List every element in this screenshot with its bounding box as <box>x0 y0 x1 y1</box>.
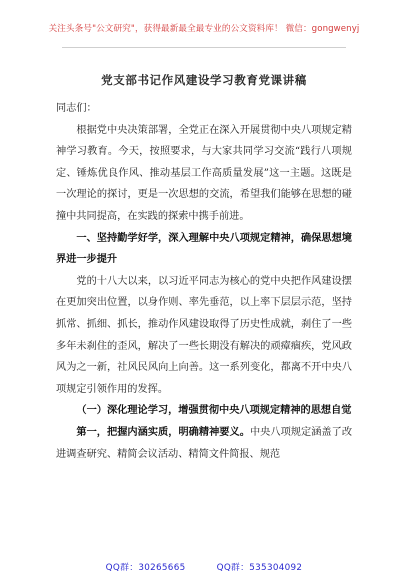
point-1-body: 中央八项规定涵盖了改进调查研究、精简会议活动、精简文件简报、规范 <box>56 426 353 460</box>
header-divider <box>62 47 346 48</box>
point-1-paragraph <box>56 422 352 465</box>
qq-group-1: QQ群：30265665 <box>105 563 186 573</box>
qq-group-2: QQ群：535304092 <box>216 563 303 573</box>
section-1-paragraph: 党的十八大以来，以习近平同志为核心的党中央把作风建设摆在更加突出位置，以身作则、率先垂范，以上率下层层示范，坚持抓常、抓细、抓长，推动作风建设取得了历史性成就，刹住了一些多年未刹住的歪风，解决了一些长期没有解决的顽瘴痼疾，党风政风为之一新，社风民风向上向善。这一系列变化，都离不开中央八项规定引领作用的发挥。 <box>56 275 352 395</box>
subsection-heading-1: （一）深化理论学习，增强贯彻中央八项规定精神的思想自觉 <box>76 404 352 417</box>
document-title: 党支部书记作风建设学习教育党课讲稿 <box>101 73 307 87</box>
salutation: 同志们： <box>56 103 97 114</box>
footer-contacts <box>0 560 408 573</box>
section-heading-1: 一、坚持勤学好学，深入理解中央八项规定精神，确保思想境界进一步提升 <box>56 231 352 266</box>
intro-paragraph: 根据党中央决策部署，全党正在深入开展贯彻中央八项规定精神学习教育。今天，按照要求，与大家共同学习交流“践行八项规定、锤炼优良作风、推动基层工作高质量发展”这一主题。这既是一次理论的探讨，更是一次思想的交流，希望我们能够在思想的碰撞中共同提高，在实践的探索中携手前进。 <box>56 124 352 222</box>
point-1-lead: 第一，把握内涵实质，明确精神要义。 <box>76 425 250 438</box>
header-notice: 关注头条号"公文研究"，获得最新最全最专业的公文资料库！ 微信：gongwenyj <box>48 24 360 34</box>
document-body <box>56 98 352 465</box>
